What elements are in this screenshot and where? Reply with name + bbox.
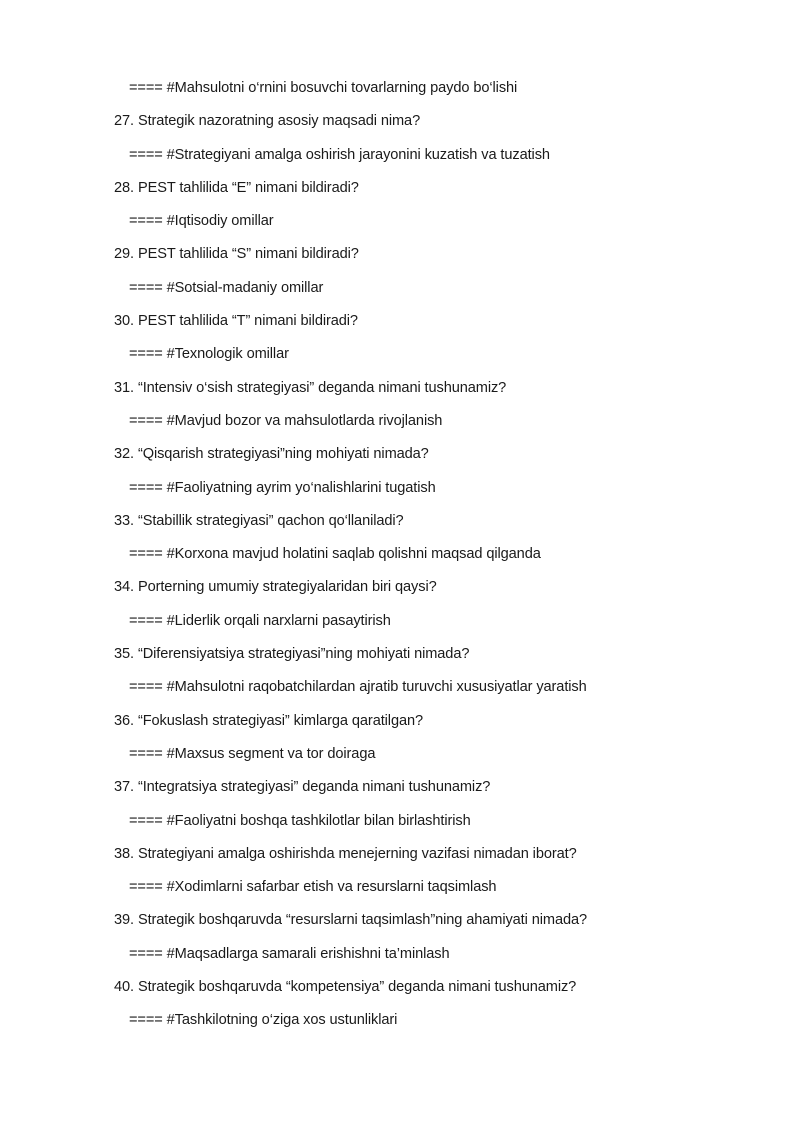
answer-line: ==== #Tashkilotning o‘ziga xos ustunliklari	[129, 1012, 398, 1029]
question-line: 35. “Diferensiyatsiya strategiyasi”ning mohiyati nimada?	[114, 646, 470, 663]
question-line: 36. “Fokuslash strategiyasi” kimlarga qaratilgan?	[114, 712, 424, 729]
answer-line: ==== #Maqsadlarga samarali erishishni ta’minlash	[129, 945, 450, 962]
answer-line: ==== #Faoliyatning ayrim yo‘nalishlarini tugatish	[129, 479, 436, 496]
question-line: 31. “Intensiv o‘sish strategiyasi” deganda nimani tushunamiz?	[114, 379, 507, 396]
question-line: 38. Strategiyani amalga oshirishda menejerning vazifasi nimadan iborat?	[114, 845, 577, 862]
question-line: 37. “Integratsiya strategiyasi” deganda nimani tushunamiz?	[114, 779, 491, 796]
question-line: 32. “Qisqarish strategiyasi”ning mohiyati nimada?	[114, 446, 429, 463]
question-line: 27. Strategik nazoratning asosiy maqsadi nima?	[114, 113, 421, 130]
answer-line: ==== #Mavjud bozor va mahsulotlarda rivojlanish	[129, 412, 443, 429]
answer-line: ==== #Mahsulotni raqobatchilardan ajratib turuvchi xususiyatlar yaratish	[129, 679, 587, 696]
question-line: 28. PEST tahlilida “E” nimani bildiradi?	[114, 179, 359, 196]
question-line: 33. “Stabillik strategiyasi” qachon qo‘llaniladi?	[114, 512, 404, 529]
answer-line: ==== #Korxona mavjud holatini saqlab qolishni maqsad qilganda	[129, 546, 541, 563]
answer-line: ==== #Sotsial-madaniy omillar	[129, 279, 324, 296]
answer-line: ==== #Mahsulotni o‘rnini bosuvchi tovarlarning paydo bo‘lishi	[129, 80, 518, 96]
answer-line: ==== #Iqtisodiy omillar	[129, 213, 274, 230]
question-line: 40. Strategik boshqaruvda “kompetensiya” deganda nimani tushunamiz?	[114, 979, 577, 996]
quiz-content	[0, 72, 800, 1038]
answer-line: ==== #Maxsus segment va tor doiraga	[129, 745, 376, 762]
question-line: 39. Strategik boshqaruvda “resurslarni taqsimlash”ning ahamiyati nimada?	[114, 912, 588, 929]
answer-line: ==== #Faoliyatni boshqa tashkilotlar bilan birlashtirish	[129, 812, 471, 829]
answer-line: ==== #Texnologik omillar	[129, 346, 289, 363]
question-line: 34. Porterning umumiy strategiyalaridan biri qaysi?	[114, 579, 437, 596]
answer-line: ==== #Xodimlarni safarbar etish va resurslarni taqsimlash	[129, 879, 497, 896]
question-line: 30. PEST tahlilida “T” nimani bildiradi?	[114, 313, 358, 330]
answer-line: ==== #Liderlik orqali narxlarni pasaytirish	[129, 612, 391, 629]
question-line: 29. PEST tahlilida “S” nimani bildiradi?	[114, 246, 359, 263]
answer-line: ==== #Strategiyani amalga oshirish jarayonini kuzatish va tuzatish	[129, 146, 550, 163]
